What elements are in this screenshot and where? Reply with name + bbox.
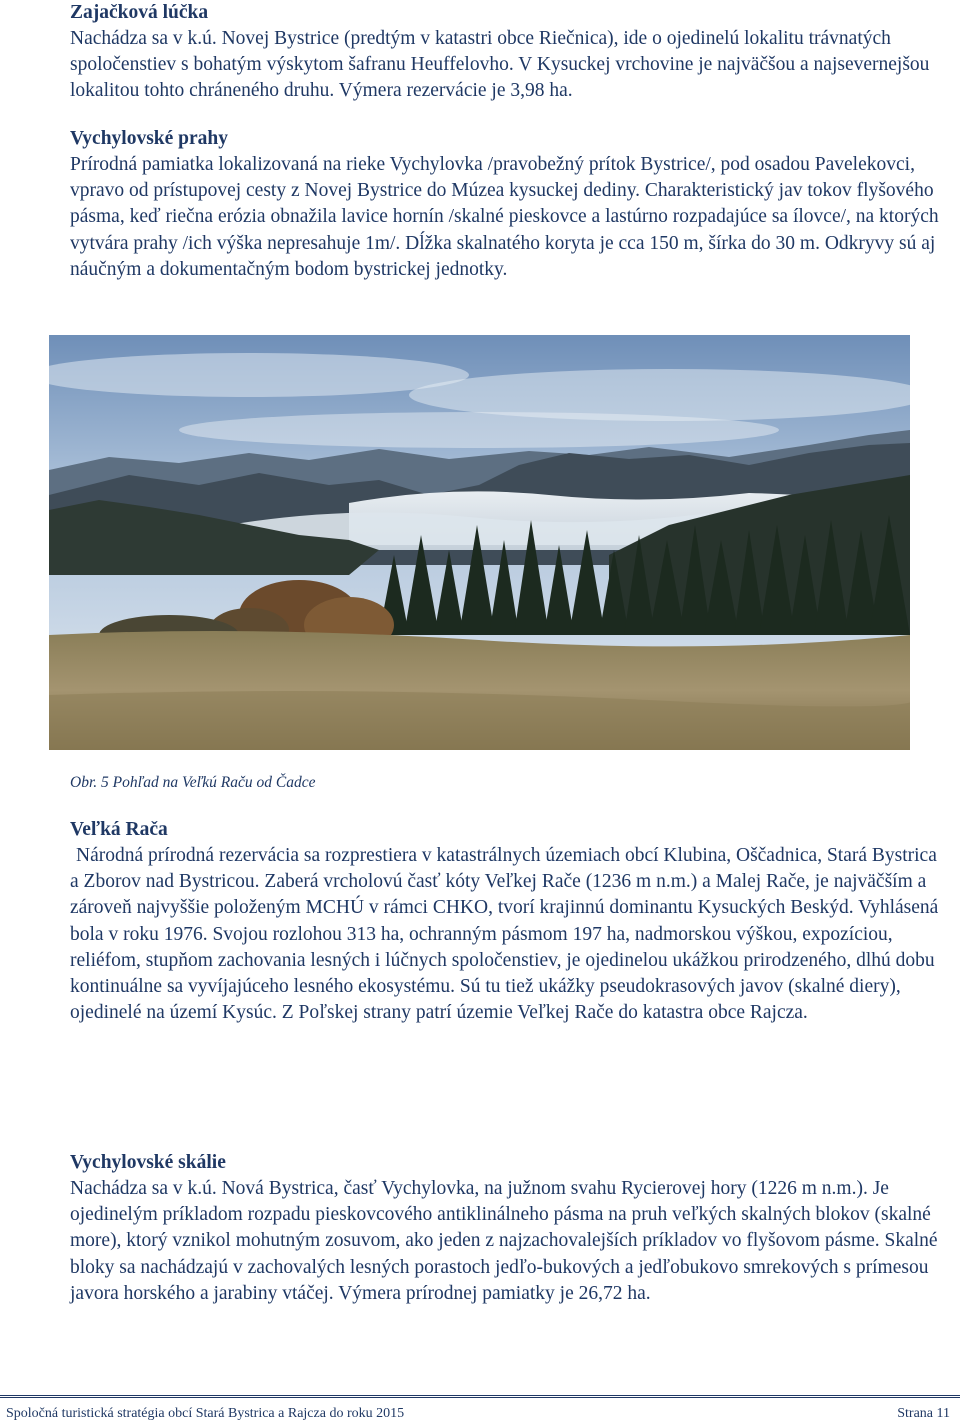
landscape-photo-graphic — [49, 335, 910, 750]
section-text: Nachádza sa v k.ú. Novej Bystrice (predtým v katastri obce Riečnica), ide o ojedinelú lokalitu trávnatých spoločenstiev s bohatým výskytom šafranu Heuffelovho. V Kysuckej vrchovine je najväčšou a najsevernejšou lokalitou tohto chráneného druhu. Výmera rezervácie je 3,98 ha. — [70, 28, 930, 102]
section-velka-raca — [70, 817, 942, 1026]
section-text: Nachádza sa v k.ú. Nová Bystrica, časť Vychylovka, na južnom svahu Rycierovej hory (1226 m n.m.). Je ojedinelým príkladom rozpadu pieskovcového antiklinálneho pásma na pruh veľkých skalných blokov (skalné more), ktorý vznikol mohutným zosuvom, ako jeden z najzachovalejších príkladov vo flyšovom pásme. Skalné bloky sa nachádzajú v zachovalých lesných porastoch jedľo-bukových a jedľobukovo smrekových s prímesou javora horského a jarabiny vtáčej. Výmera prírodnej pamiatky je 26,72 ha. — [70, 1178, 938, 1304]
section-text: Národná prírodná rezervácia sa rozprestiera v katastrálnych územiach obcí Klubina, Oščadnica, Stará Bystrica a Zborov nad Bystricou. Zaberá vrcholovú časť kóty Veľkej Rače (1236 m n.m.) a Malej Rače, je najväčším a zároveň najvyššie položeným MCHÚ v rámci CHKO, tvorí krajinnú dominantu Kysuckých Beskýd. Vyhlásená bola v roku 1976. Svojou rozlohou 313 ha, ochranným pásmom 197 ha, nadmorskou výškou, expozíciou, reliéfom, stupňom zachovania lesných i lúčnych spoločenstiev, je ojedinelou ukážkou prirodzeného, dlhú dobu kontinuálne sa vyvíjajúceho lesného ekosystému. Sú tu tiež ukážky pseudokrasových javov (skalné diery), ojedinelé na území Kysúc. Z Poľskej strany patrí územie Veľkej Rače do katastra obce Rajcza. — [70, 845, 939, 1024]
section-zajackova-lucka — [70, 0, 942, 105]
section-title: Vychylovské skálie — [70, 1152, 226, 1173]
section-title: Zajačková lúčka — [70, 2, 209, 23]
section-text: Prírodná pamiatka lokalizovaná na rieke Vychylovka /pravobežný prítok Bystrice/, pod osadou Pavelekovci, vpravo od prístupovej cesty z Novej Bystrice do Múzea kysuckej dediny. Charakteristický jav tokov flyšového pásma, keď riečna erózia obnažila lavice hornín /skalné pieskovce a lastúrno rozpadajúce sa ílovce/, na ktorých vytvára prahy /ich výška nepresahuje 1m/. Dĺžka skalnatého koryta je cca 150 m, šírka do 30 m. Odkryvy sú aj náučným a dokumentačným bodom bystrickej jednotky. — [70, 154, 939, 280]
section-title: Veľká Rača — [70, 819, 168, 840]
footer-divider — [0, 1395, 960, 1398]
section-vychylovske-skalie — [70, 1150, 942, 1307]
section-title: Vychylovské prahy — [70, 128, 229, 149]
page-number: Strana 11 — [897, 1406, 950, 1421]
figure-caption: Obr. 5 Pohľad na Veľkú Raču od Čadce — [70, 774, 316, 791]
footer-title: Spoločná turistická stratégia obcí Stará Bystrica a Rajcza do roku 2015 — [6, 1406, 405, 1421]
landscape-photo — [49, 335, 910, 750]
section-vychylovske-prahy — [70, 126, 942, 283]
